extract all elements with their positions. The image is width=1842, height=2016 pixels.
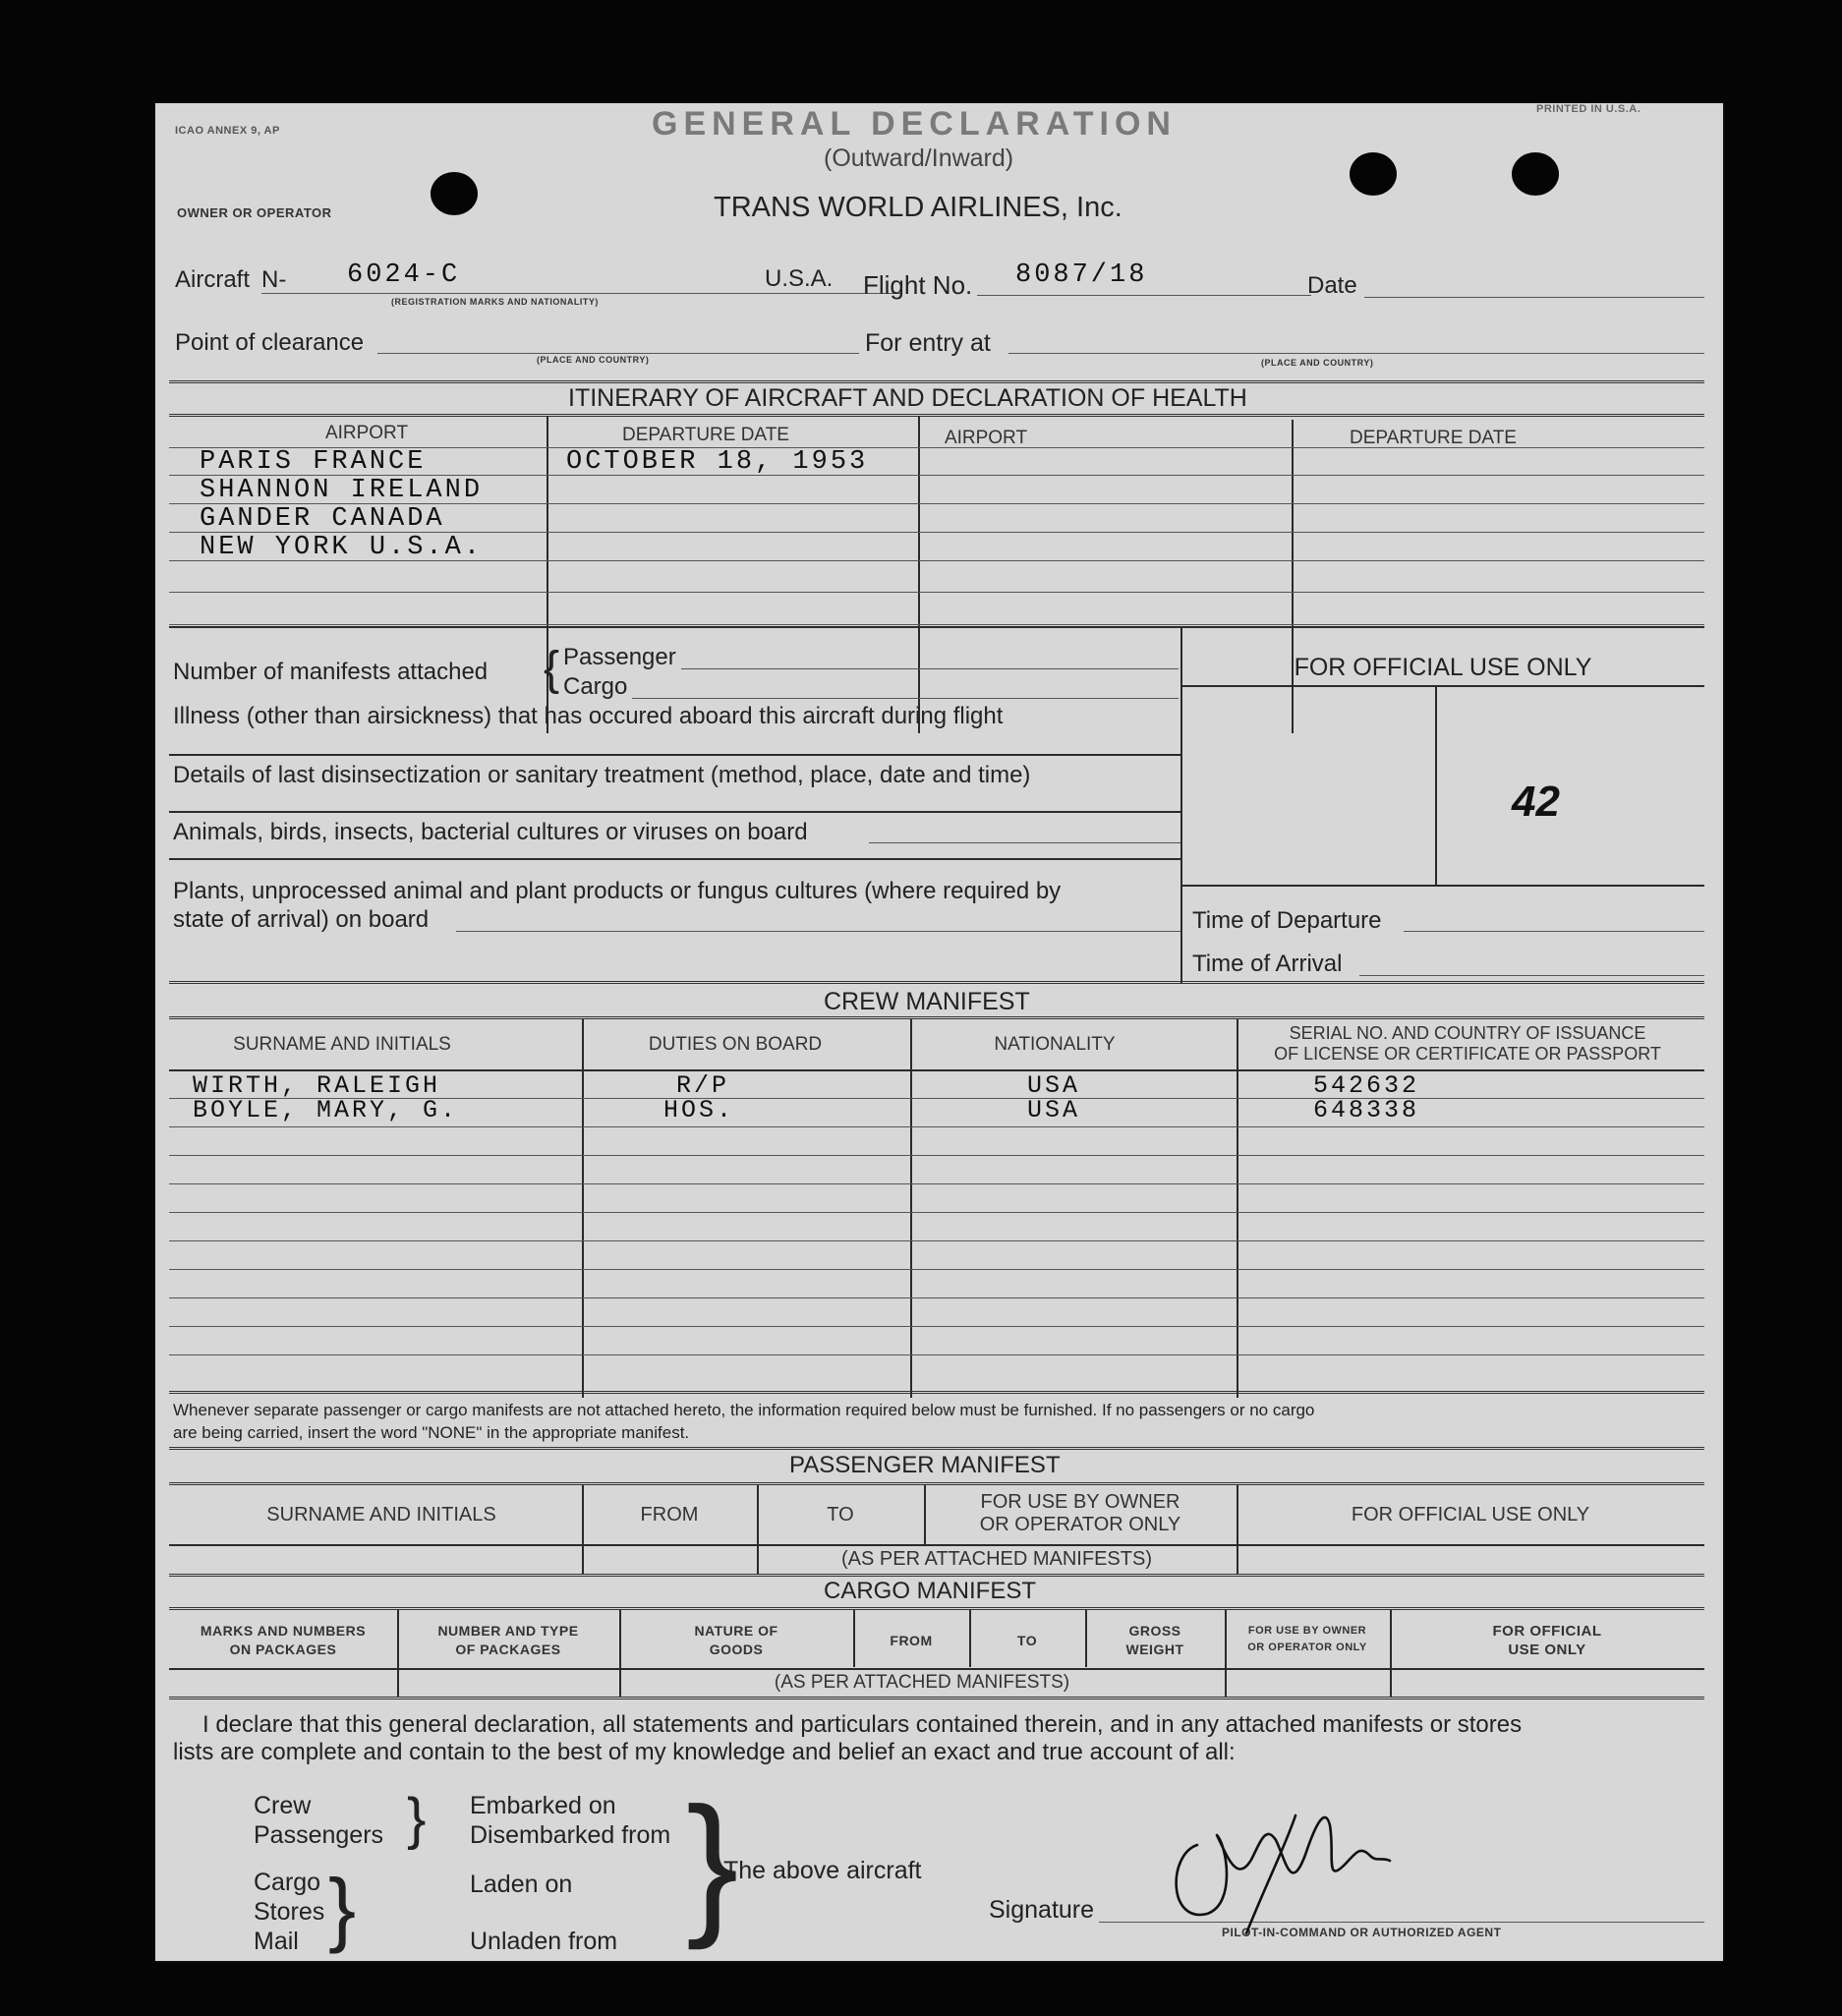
cargo-from-header: FROM bbox=[890, 1633, 933, 1648]
printed-note: PRINTED IN U.S.A. bbox=[1536, 103, 1641, 115]
crew-row-name: BOYLE, MARY, G. bbox=[193, 1096, 459, 1124]
cargo-owner-header-2: OR OPERATOR ONLY bbox=[1247, 1642, 1367, 1653]
cargo-per-attached: (AS PER ATTACHED MANIFESTS) bbox=[774, 1672, 1070, 1693]
passenger-official-header: FOR OFFICIAL USE ONLY bbox=[1351, 1504, 1590, 1526]
cargo-owner-header-1: FOR USE BY OWNER bbox=[1247, 1625, 1367, 1637]
cargo-number-header-1: NUMBER AND TYPE bbox=[437, 1623, 579, 1639]
punch-hole bbox=[1512, 152, 1559, 196]
date-label: Date bbox=[1307, 272, 1357, 299]
declaration-form: ICAO ANNEX 9, AP PRINTED IN U.S.A. GENERAL DECLARATION (Outward/Inward) OWNER OR OPERATOR TRANS WORLD AIRLINES, Inc. Aircraft N- 6024-C (REGISTRATION MARKS AND NATIONALITY) U.S.A. Flight No. 8087/18 Date Point of clearance (PLACE AND COUNTRY) For entry at (PLACE AND COUNTRY) ITINERARY OF AIRCRAFT AND DECLARATION OF HEALTH AIRPORT DEPARTURE DATE AIRPORT DEPARTURE DATE PARIS FRANCE OCTOBER 18, 1953 SHANNON IRELAND GANDER CANADA NEW YORK U.S.A. Number of manifests attached { Passenger Cargo Illness (other than airsickness) that has occured aboard this aircraft during flight Details of last disinsectization or sanitary treatment (method, place, date and time) Animals, birds, insects, bacterial cultures or viruses on board Plants, unprocessed animal and plant products or fungus cultures (where required by state of arrival) on board FOR OFFICIAL USE ONLY 42 Time of Departure Time of Arrival CREW MANIFEST SURNAME AND INITIALS DUTIES ON BOARD NATIONALITY SERIAL NO. AND COUNTRY OF ISSUANCE OF LICENSE OR CERTIFICATE OR PASSPORT WIRTH, RALEIGH R/P USA 542632 BOYLE, MARY, G. HOS. USA 648338 Whenever separate passenger or cargo manifests are not attached hereto, the information required below must be furnished. If no passengers or no cargo are being carried, insert the word "NONE" in the appropriate manifest. PASSENGER MANIFEST SURNAME AND INITIALS FROM TO FOR USE BY OWNER OR OPERATOR ONLY FOR OFFICIAL USE ONLY (AS PER ATTACHED MANIFESTS) CARGO MANIFEST MARKS AND NUMBERS ON PACKAGES NUMBER AND TYPE OF PACKAGES NATURE OF GOODS FROM TO GROSS WEIGHT FOR USE BY OWNER OR OPERATOR ONLY FOR OFFICIAL USE ONLY (AS PER ATTACHED MANIFESTS) I declare that this general declaration, all statements and particulars contained therein, and in any attached manifests or stores lists are complete and contain to the best of my knowledge and belief an exact and true account of all: Crew Passengers } Embarked on Disembarked from } Cargo Stores Mail } Laden on Unladen from The above aircraft Signature PILOT-IN-COMMAND OR AUTHORIZED AGENT bbox=[155, 103, 1723, 1961]
crew-row-nationality: USA bbox=[1027, 1096, 1081, 1124]
animals-label: Animals, birds, insects, bacterial cultures or viruses on board bbox=[173, 819, 808, 845]
crew-surname-header: SURNAME AND INITIALS bbox=[233, 1034, 451, 1055]
mail-word: Mail bbox=[254, 1928, 299, 1955]
disinsectization-label: Details of last disinsectization or sanitary treatment (method, place, date and time) bbox=[173, 762, 1031, 788]
manifests-label: Number of manifests attached bbox=[173, 659, 489, 685]
cargo-weight-header-2: WEIGHT bbox=[1125, 1642, 1184, 1657]
itinerary-airport2-header: AIRPORT bbox=[944, 428, 1028, 448]
itinerary-departure-header: DEPARTURE DATE bbox=[622, 425, 789, 445]
passenger-owner-header-1: FOR USE BY OWNER bbox=[980, 1491, 1180, 1513]
passenger-to-header: TO bbox=[827, 1504, 854, 1526]
entry-label: For entry at bbox=[865, 329, 991, 357]
disembarked-word: Disembarked from bbox=[470, 1821, 671, 1849]
crew-duties-header: DUTIES ON BOARD bbox=[648, 1034, 823, 1055]
crew-serial-header-2: OF LICENSE OR CERTIFICATE OR PASSPORT bbox=[1274, 1044, 1661, 1064]
embarked-word: Embarked on bbox=[470, 1792, 616, 1819]
signature-mark bbox=[1158, 1786, 1394, 1943]
nationality: U.S.A. bbox=[765, 265, 834, 292]
registration-caption: (REGISTRATION MARKS AND NATIONALITY) bbox=[391, 297, 599, 307]
itinerary-airport-4: NEW YORK U.S.A. bbox=[200, 533, 484, 562]
cargo-weight-header-1: GROSS bbox=[1128, 1623, 1181, 1639]
aircraft-prefix: N- bbox=[261, 266, 287, 293]
crew-manifest-title: CREW MANIFEST bbox=[824, 988, 1030, 1015]
cargo-manifest-title: CARGO MANIFEST bbox=[824, 1578, 1037, 1604]
passengers-word: Passengers bbox=[254, 1821, 384, 1849]
above-aircraft: The above aircraft bbox=[723, 1857, 922, 1884]
itinerary-airport-1: PARIS FRANCE bbox=[200, 447, 427, 477]
declaration-line-1: I declare that this general declaration, all statements and particulars contained therein, and in any attached manifests or stores bbox=[202, 1711, 1523, 1738]
declaration-line-2: lists are complete and contain to the best of my knowledge and belief an exact and true account of all: bbox=[173, 1739, 1236, 1765]
point-of-clearance-label: Point of clearance bbox=[175, 329, 365, 356]
crew-word: Crew bbox=[254, 1792, 312, 1819]
cargo-marks-header-1: MARKS AND NUMBERS bbox=[200, 1623, 367, 1639]
cargo-number-header-2: OF PACKAGES bbox=[455, 1642, 561, 1657]
illness-label: Illness (other than airsickness) that has occured aboard this aircraft during flight bbox=[173, 703, 1004, 729]
cargo-marks-header-2: ON PACKAGES bbox=[229, 1642, 337, 1657]
cargo-official-header-2: USE ONLY bbox=[1508, 1642, 1586, 1658]
crew-row-nationality: USA bbox=[1027, 1071, 1081, 1100]
laden-word: Laden on bbox=[470, 1871, 573, 1898]
signature-caption: PILOT-IN-COMMAND OR AUTHORIZED AGENT bbox=[1222, 1926, 1502, 1939]
annex-ref: ICAO ANNEX 9, AP bbox=[175, 125, 280, 137]
form-subtitle: (Outward/Inward) bbox=[824, 144, 1014, 172]
crew-row-serial: 648338 bbox=[1313, 1096, 1420, 1124]
crew-row-duty: R/P bbox=[676, 1071, 730, 1100]
place-caption-right: (PLACE AND COUNTRY) bbox=[1261, 358, 1374, 368]
itinerary-airport-2: SHANNON IRELAND bbox=[200, 476, 484, 505]
official-number: 42 bbox=[1512, 778, 1560, 826]
time-of-arrival-label: Time of Arrival bbox=[1192, 950, 1343, 977]
crew-row-serial: 542632 bbox=[1313, 1071, 1420, 1100]
passenger-manifest-title: PASSENGER MANIFEST bbox=[789, 1452, 1061, 1478]
flight-label: Flight No. bbox=[863, 270, 973, 300]
itinerary-airport-header: AIRPORT bbox=[324, 423, 409, 443]
cargo-word: Cargo bbox=[254, 1869, 321, 1896]
plants-label-line1: Plants, unprocessed animal and plant products or fungus cultures (where required by bbox=[173, 878, 1062, 904]
itinerary-departure2-header: DEPARTURE DATE bbox=[1350, 428, 1517, 448]
unladen-word: Unladen from bbox=[470, 1928, 618, 1955]
itinerary-date-1: OCTOBER 18, 1953 bbox=[566, 447, 869, 477]
plants-label-line2: state of arrival) on board bbox=[173, 906, 430, 933]
passenger-from-header: FROM bbox=[640, 1504, 699, 1526]
official-use-title: FOR OFFICIAL USE ONLY bbox=[1294, 654, 1592, 681]
owner-label: OWNER OR OPERATOR bbox=[177, 205, 332, 220]
passenger-owner-header-2: OR OPERATOR ONLY bbox=[979, 1514, 1181, 1535]
itinerary-title: ITINERARY OF AIRCRAFT AND DECLARATION OF HEALTH bbox=[568, 384, 1247, 412]
stores-word: Stores bbox=[254, 1898, 325, 1926]
punch-hole bbox=[431, 172, 478, 215]
itinerary-airport-3: GANDER CANADA bbox=[200, 504, 445, 534]
cargo-nature-header-1: NATURE OF bbox=[694, 1623, 778, 1639]
flight-number: 8087/18 bbox=[1015, 260, 1148, 290]
crew-row-duty: HOS. bbox=[663, 1096, 735, 1124]
notice-line-2: are being carried, insert the word "NONE" in the appropriate manifest. bbox=[173, 1423, 690, 1442]
cargo-nature-header-2: GOODS bbox=[709, 1642, 764, 1657]
time-of-departure-label: Time of Departure bbox=[1192, 907, 1382, 934]
form-title: GENERAL DECLARATION bbox=[652, 105, 1177, 143]
manifest-cargo-label: Cargo bbox=[563, 673, 628, 700]
aircraft-label: Aircraft bbox=[175, 266, 251, 293]
signature-label: Signature bbox=[989, 1896, 1095, 1924]
crew-serial-header-1: SERIAL NO. AND COUNTRY OF ISSUANCE bbox=[1289, 1023, 1646, 1043]
manifest-passenger-label: Passenger bbox=[563, 644, 676, 670]
passenger-per-attached: (AS PER ATTACHED MANIFESTS) bbox=[841, 1548, 1152, 1570]
crew-row-name: WIRTH, RALEIGH bbox=[193, 1071, 441, 1100]
passenger-surname-header: SURNAME AND INITIALS bbox=[266, 1504, 496, 1526]
airline-name: TRANS WORLD AIRLINES, Inc. bbox=[714, 192, 1122, 223]
aircraft-registration: 6024-C bbox=[347, 260, 461, 290]
place-caption-left: (PLACE AND COUNTRY) bbox=[537, 355, 650, 365]
notice-line-1: Whenever separate passenger or cargo manifests are not attached hereto, the information required below must be furnished. If no passengers or no cargo bbox=[173, 1401, 1315, 1419]
cargo-official-header-1: FOR OFFICIAL bbox=[1492, 1623, 1602, 1640]
crew-nationality-header: NATIONALITY bbox=[994, 1034, 1116, 1055]
punch-hole bbox=[1350, 152, 1397, 196]
cargo-to-header: TO bbox=[1016, 1633, 1038, 1648]
